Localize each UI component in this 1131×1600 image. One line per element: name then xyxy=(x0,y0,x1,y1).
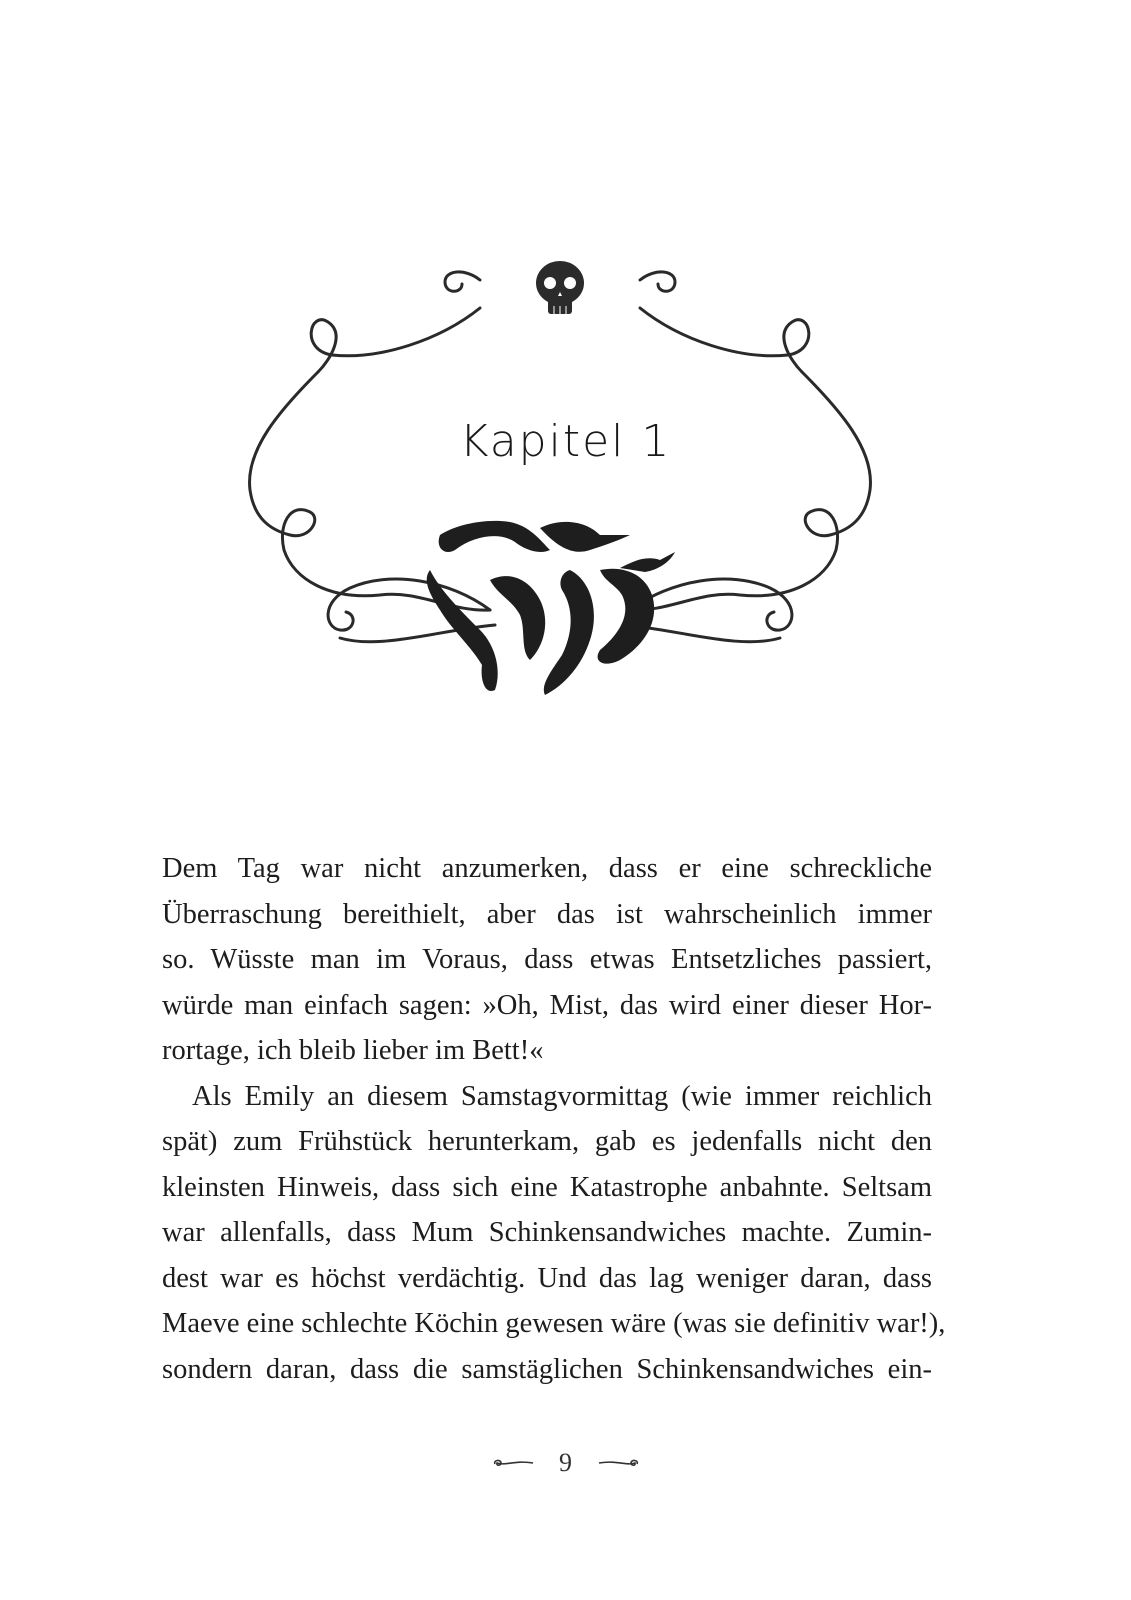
text-line: spät) zum Frühstück herunterkam, gab es jedenfalls nicht den xyxy=(162,1126,932,1157)
text-line: so. Wüsste man im Voraus, dass etwas Entsetzliches passiert, xyxy=(162,944,932,975)
chapter-title: Kapitel 1 xyxy=(459,416,672,467)
text-line: Als Emily an diesem Samstagvormittag (wie immer reichlich xyxy=(192,1080,932,1112)
page-footer xyxy=(0,1446,1131,1478)
swash-left-icon xyxy=(491,1456,535,1470)
text-line: war allenfalls, dass Mum Schinkensandwiches machte. Zumin- xyxy=(162,1217,932,1248)
text-line: sondern daran, dass die samstäglichen Schinkensandwiches ein- xyxy=(162,1353,932,1385)
text-line: Maeve eine schlechte Köchin gewesen wäre (was sie definitiv war!), xyxy=(162,1308,946,1339)
swash-right-icon xyxy=(597,1456,641,1470)
page-number: 9 xyxy=(559,1448,572,1478)
text-line: dest war es höchst verdächtig. Und das lag weniger daran, dass xyxy=(162,1262,932,1294)
text-line: Dem Tag war nicht anzumerken, dass er eine schreckliche xyxy=(162,853,932,884)
skull-icon xyxy=(536,261,584,314)
chapter-body-text xyxy=(162,846,946,1392)
text-line: Überraschung bereithielt, aber das ist wahrscheinlich immer xyxy=(162,898,932,930)
text-line: kleinsten Hinweis, dass sich eine Katastrophe anbahnte. Seltsam xyxy=(162,1171,932,1203)
text-line: rortage, ich bleib lieber im Bett!« xyxy=(162,1035,544,1066)
chapter-ornament-frame xyxy=(240,250,880,730)
text-line: würde man einfach sagen: »Oh, Mist, das wird einer dieser Hor- xyxy=(162,989,932,1021)
scroll-frame-icon xyxy=(240,250,880,730)
